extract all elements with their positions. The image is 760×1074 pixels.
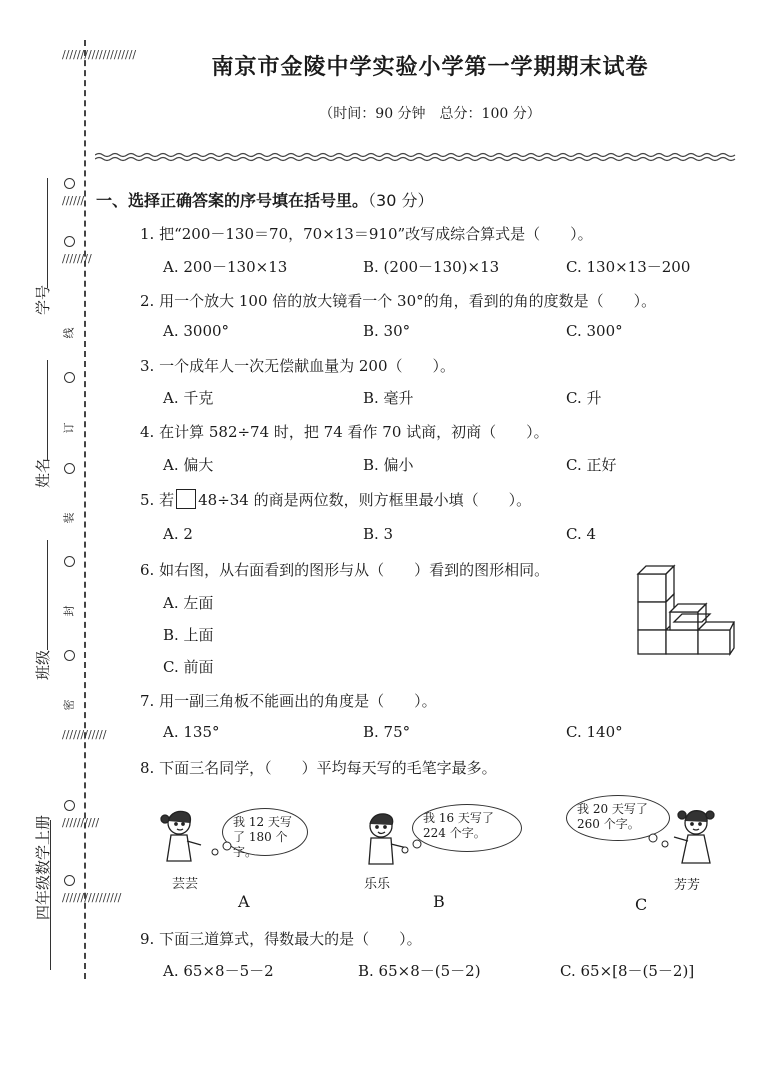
binding-mark: 线 bbox=[62, 327, 76, 339]
question-text: 下面三名同学，（ ）平均每天写的毛笔字最多。 bbox=[159, 759, 497, 777]
page-title: 南京市金陵中学实验小学第一学期期末试卷 bbox=[211, 55, 649, 80]
binding-circle bbox=[64, 875, 75, 886]
slash-decoration: ////// bbox=[62, 194, 85, 207]
option-a[interactable]: A. 偏大 bbox=[163, 456, 214, 474]
option-a[interactable]: A. 65×8－5－2 bbox=[163, 962, 274, 980]
option-b[interactable]: B. (200－130)×13 bbox=[363, 258, 500, 276]
option-b[interactable]: B. 65×8－(5－2) bbox=[358, 962, 481, 980]
question-9 bbox=[140, 928, 422, 949]
question-text: 如右图，从右面看到的图形与从（ ）看到的图形相同。 bbox=[159, 561, 550, 579]
option-a[interactable]: A. 左面 bbox=[163, 594, 214, 612]
question-number: 8. bbox=[140, 759, 155, 777]
option-c[interactable]: C. 正好 bbox=[566, 456, 617, 474]
grade-label: 四年级数学上册 bbox=[34, 814, 52, 920]
option-a[interactable]: A. 135° bbox=[163, 723, 220, 741]
choice-letter[interactable]: B bbox=[433, 892, 445, 911]
choice-letter[interactable]: C bbox=[635, 895, 648, 914]
question-text: 在计算 582÷74 时，把 74 看作 70 试商，初商（ ）。 bbox=[159, 423, 549, 441]
slash-decoration: //////////// bbox=[62, 728, 107, 741]
bubble-tail bbox=[395, 838, 425, 858]
question-6 bbox=[140, 559, 549, 580]
binding-circle bbox=[64, 372, 75, 383]
bubble-tail bbox=[205, 840, 235, 860]
option-c[interactable]: C. 130×13－200 bbox=[566, 258, 691, 276]
student-name: 乐乐 bbox=[364, 877, 391, 892]
speech-bubble: 我 12 天写了 180 个字。 bbox=[222, 808, 308, 856]
binding-mark: 密 bbox=[62, 699, 76, 711]
exam-info: （时间：90 分钟 总分：100 分） bbox=[319, 106, 541, 122]
question-number: 1. bbox=[140, 225, 155, 243]
question-text: 一个成年人一次无偿献血量为 200（ ）。 bbox=[159, 357, 455, 375]
choice-letter[interactable]: A bbox=[238, 892, 250, 911]
binding-circle bbox=[64, 178, 75, 189]
option-c[interactable]: C. 65×[8－(5－2)] bbox=[560, 962, 695, 980]
binding-mark: 订 bbox=[62, 422, 76, 434]
class-label: 班级 bbox=[34, 649, 52, 680]
slash-decoration: ////////// bbox=[62, 816, 100, 829]
option-b[interactable]: B. 30° bbox=[363, 322, 411, 340]
cube-stack-figure bbox=[632, 560, 737, 660]
question-4 bbox=[140, 421, 549, 442]
name-field[interactable] bbox=[47, 360, 48, 460]
binding-circle bbox=[64, 800, 75, 811]
option-a[interactable]: A. 千克 bbox=[163, 389, 214, 407]
section-heading bbox=[96, 188, 433, 211]
question-text: 把“200－130＝70，70×13＝910”改写成综合算式是（ ）。 bbox=[159, 225, 593, 243]
question-text: 下面三道算式，得数最大的是（ ）。 bbox=[159, 930, 422, 948]
speech-bubble: 我 16 天写了 224 个字。 bbox=[412, 804, 522, 852]
question-8 bbox=[140, 757, 497, 778]
option-c[interactable]: C. 前面 bbox=[163, 658, 214, 676]
question-3 bbox=[140, 355, 455, 376]
option-b[interactable]: B. 3 bbox=[363, 525, 394, 543]
question-text: 用一个放大 100 倍的放大镜看一个 30°的角，看到的角的度数是（ ）。 bbox=[159, 292, 657, 310]
question-number: 2. bbox=[140, 292, 155, 310]
question-number: 9. bbox=[140, 930, 155, 948]
question-number: 3. bbox=[140, 357, 155, 375]
slash-decoration-bottom: //////////////// bbox=[62, 891, 122, 904]
wavy-divider bbox=[95, 152, 740, 162]
question-5 bbox=[140, 489, 531, 510]
slash-decoration-top: //////////////////// bbox=[62, 48, 137, 61]
question-text: 48÷34 的商是两位数，则方框里最小填（ ）。 bbox=[198, 491, 532, 509]
slash-decoration: //////// bbox=[62, 252, 92, 265]
student-number-field[interactable] bbox=[47, 178, 48, 288]
speech-bubble: 我 20 天写了 260 个字。 bbox=[566, 795, 670, 841]
question-number: 4. bbox=[140, 423, 155, 441]
option-a[interactable]: A. 2 bbox=[163, 525, 193, 543]
option-b[interactable]: B. 上面 bbox=[163, 626, 214, 644]
option-c[interactable]: C. 300° bbox=[566, 322, 623, 340]
question-number: 5. bbox=[140, 491, 155, 509]
option-b[interactable]: B. 75° bbox=[363, 723, 411, 741]
binding-circle bbox=[64, 236, 75, 247]
option-c[interactable]: C. 4 bbox=[566, 525, 597, 543]
option-a[interactable]: A. 3000° bbox=[163, 322, 230, 340]
option-b[interactable]: B. 毫升 bbox=[363, 389, 414, 407]
binding-dashed-line bbox=[84, 40, 86, 979]
student-name: 芳芳 bbox=[674, 878, 701, 893]
question-text: 用一副三角板不能画出的角度是（ ）。 bbox=[159, 692, 437, 710]
section-score: （30 分） bbox=[368, 191, 434, 210]
girl-illustration bbox=[668, 803, 724, 871]
question-text: 若 bbox=[159, 491, 175, 509]
section-label: 一、选择正确答案的序号填在括号里。 bbox=[96, 191, 369, 210]
option-b[interactable]: B. 偏小 bbox=[363, 456, 414, 474]
blank-box[interactable] bbox=[176, 489, 196, 509]
question-2 bbox=[140, 290, 656, 311]
question-number: 7. bbox=[140, 692, 155, 710]
student-number-label: 学号 bbox=[34, 284, 52, 315]
class-field[interactable] bbox=[47, 540, 48, 650]
name-label: 姓名 bbox=[34, 457, 52, 488]
grade-underline bbox=[50, 820, 51, 970]
girl-illustration bbox=[155, 805, 215, 870]
binding-circle bbox=[64, 463, 75, 474]
option-c[interactable]: C. 升 bbox=[566, 389, 602, 407]
option-c[interactable]: C. 140° bbox=[566, 723, 623, 741]
binding-mark: 封 bbox=[62, 605, 76, 617]
student-name: 芸芸 bbox=[172, 877, 199, 892]
option-a[interactable]: A. 200－130×13 bbox=[163, 258, 288, 276]
binding-mark: 装 bbox=[62, 512, 76, 524]
question-number: 6. bbox=[140, 561, 155, 579]
question-7 bbox=[140, 690, 437, 711]
binding-circle bbox=[64, 556, 75, 567]
question-1 bbox=[140, 223, 593, 244]
binding-circle bbox=[64, 650, 75, 661]
